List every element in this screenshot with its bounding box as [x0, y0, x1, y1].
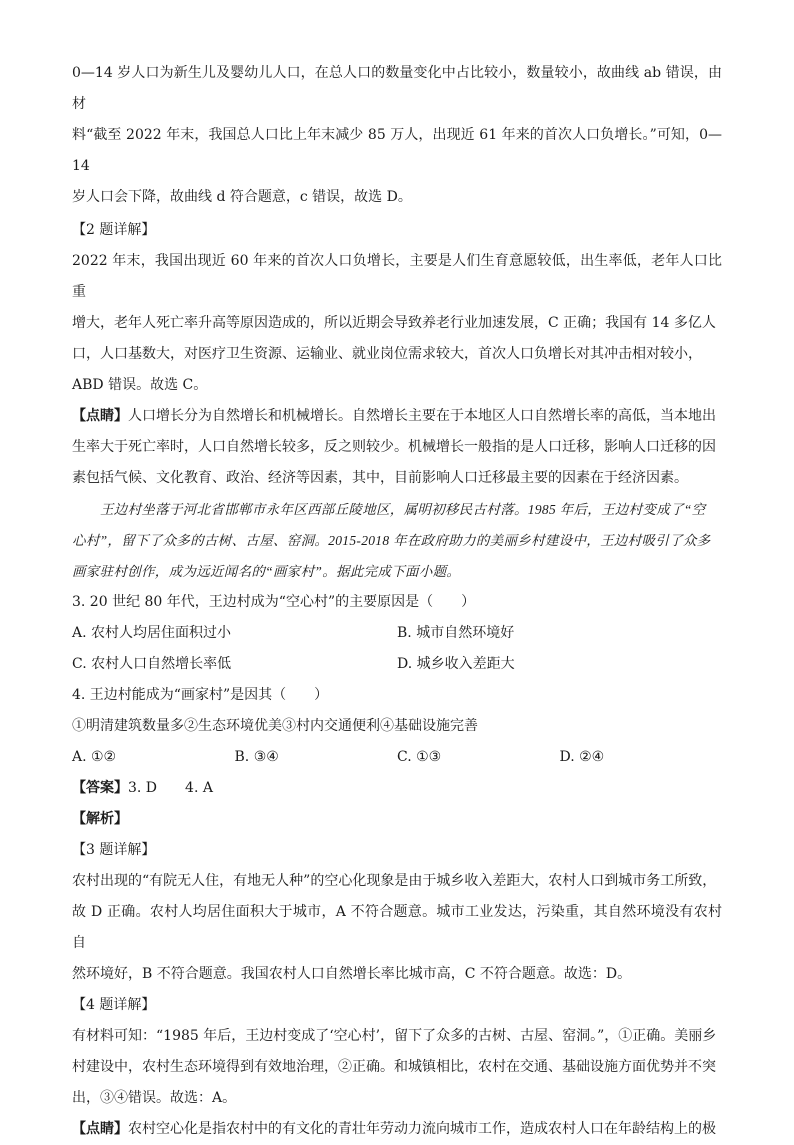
q3-explanation: [72, 866, 722, 990]
text-line: 料“截至 2022 年末，我国总人口比上年末减少 85 万人，出现近 61 年来的首次人口负增长。”可知，0—14: [72, 127, 722, 174]
text-line: 素包括气候、文化教育、政治、经济等因素，其中，目前影响人口迁移最主要的因素在于经济因素。: [72, 470, 688, 486]
question-4: [72, 680, 722, 773]
analysis-heading: 【解析】: [72, 811, 128, 827]
passage-line: 心村”，留下了众多的古树、古屋、窑洞。2015-2018 年在政府助力的美丽乡村建设中，王边村吸引了众多: [72, 533, 711, 548]
tip-text: 农村空心化是指农村中的有文化的青壮年劳动力流向城市工作，造成农村人口在年龄结构上的极: [128, 1121, 716, 1137]
answer-tag: 【答案】: [72, 780, 128, 796]
option-a: A. ①②: [72, 749, 117, 765]
question-stem: 3. 20 世纪 80 年代，王边村成为“空心村”的主要原因是（ ）: [72, 594, 476, 610]
text-line: 故 D 正确。农村人均居住面积大于城市，A 不符合题意。城市工业发达，污染重，其自然环境没有农村自: [72, 904, 722, 951]
option-b: B. ③④: [234, 749, 279, 765]
text-line: 农村出现的“有院无人住，有地无人种”的空心化现象是由于城乡收入差距大，农村人口到城市务工所致，: [72, 873, 717, 889]
answer-4: 4. A: [185, 780, 213, 796]
q3-detail-heading: 【3 题详解】: [72, 842, 156, 858]
text-line: 0—14 岁人口为新生儿及婴幼儿人口，在总人口的数量变化中占比较小，数量较小，故曲线 ab 错误，由材: [72, 65, 722, 112]
tip-text: 人口增长分为自然增长和机械增长。自然增长主要在于本地区人口自然增长率的高低，当本地出: [128, 408, 716, 424]
options-row: [72, 618, 722, 649]
option-d: D. ②④: [559, 749, 605, 765]
text-line: ABD 错误。故选 C。: [72, 377, 208, 393]
option-b: B. 城市自然环境好: [397, 625, 515, 641]
tip-tag: 【点睛】: [72, 1121, 128, 1137]
question-items: ①明清建筑数量多②生态环境优美③村内交通便利④基础设施完善: [72, 718, 478, 734]
text-line: 口，人口基数大，对医疗卫生资源、运输业、就业岗位需求较大，首次人口负增长对其冲击相对较小，: [72, 346, 702, 362]
tip-block-1: [72, 401, 722, 494]
passage-line: 画家驻村创作，成为远近闻名的“画家村”。据此完成下面小题。: [72, 564, 461, 579]
answer-row: [72, 773, 722, 804]
option-d: D. 城乡收入差距大: [397, 656, 515, 672]
text-line: 生率大于死亡率时，人口自然增长较多，反之则较少。机械增长一般指的是人口迁移，影响人口迁移的因: [72, 439, 716, 455]
q1-explanation-tail: [72, 58, 722, 213]
text-line: 岁人口会下降，故曲线 d 符合题意，c 错误，故选 D。: [72, 189, 412, 205]
option-c: C. 农村人口自然增长率低: [72, 656, 232, 672]
tip-block-2: [72, 1114, 722, 1145]
text-line: [72, 401, 722, 432]
reading-passage: [72, 494, 722, 587]
q4-explanation: [72, 1021, 722, 1114]
q4-detail-heading: 【4 题详解】: [72, 997, 156, 1013]
answer-3: 3. D: [128, 780, 158, 796]
options-row: [72, 742, 722, 773]
text-line: 出，③④错误。故选：A。: [72, 1090, 237, 1106]
question-stem: 4. 王边村能成为“画家村”是因其（ ）: [72, 687, 329, 703]
text-line: [72, 1114, 722, 1145]
text-line: 然环境好，B 不符合题意。我国农村人口自然增长率比城市高，C 不符合题意。故选：D。: [72, 966, 632, 982]
question-3: [72, 587, 722, 680]
text-line: 增大，老年人死亡率升高等原因造成的，所以近期会导致养老行业加速发展，C 正确；我国有 14 多亿人: [72, 315, 716, 331]
tip-tag: 【点睛】: [72, 408, 128, 424]
q2-detail-heading: 【2 题详解】: [72, 222, 156, 238]
text-line: 2022 年末，我国出现近 60 年来的首次人口负增长，主要是人们生育意愿较低，出生率低，老年人口比重: [72, 253, 722, 300]
option-c: C. ①③: [397, 749, 442, 765]
text-line: 村建设中，农村生态环境得到有效地治理，②正确。和城镇相比，农村在交通、基础设施方面优势并不突: [72, 1059, 716, 1075]
q2-explanation: [72, 246, 722, 401]
passage-line: 王边村坐落于河北省邯郸市永年区西部丘陵地区，属明初移民古村落。1985 年后，王边村变成了“空: [100, 502, 706, 517]
text-line: 有材料可知：“1985 年后，王边村变成了‘空心村’，留下了众多的古树、古屋、窑洞。”，①正确。美丽乡: [72, 1028, 717, 1044]
options-row: [72, 649, 722, 680]
option-a: A. 农村人均居住面积过小: [72, 625, 232, 641]
